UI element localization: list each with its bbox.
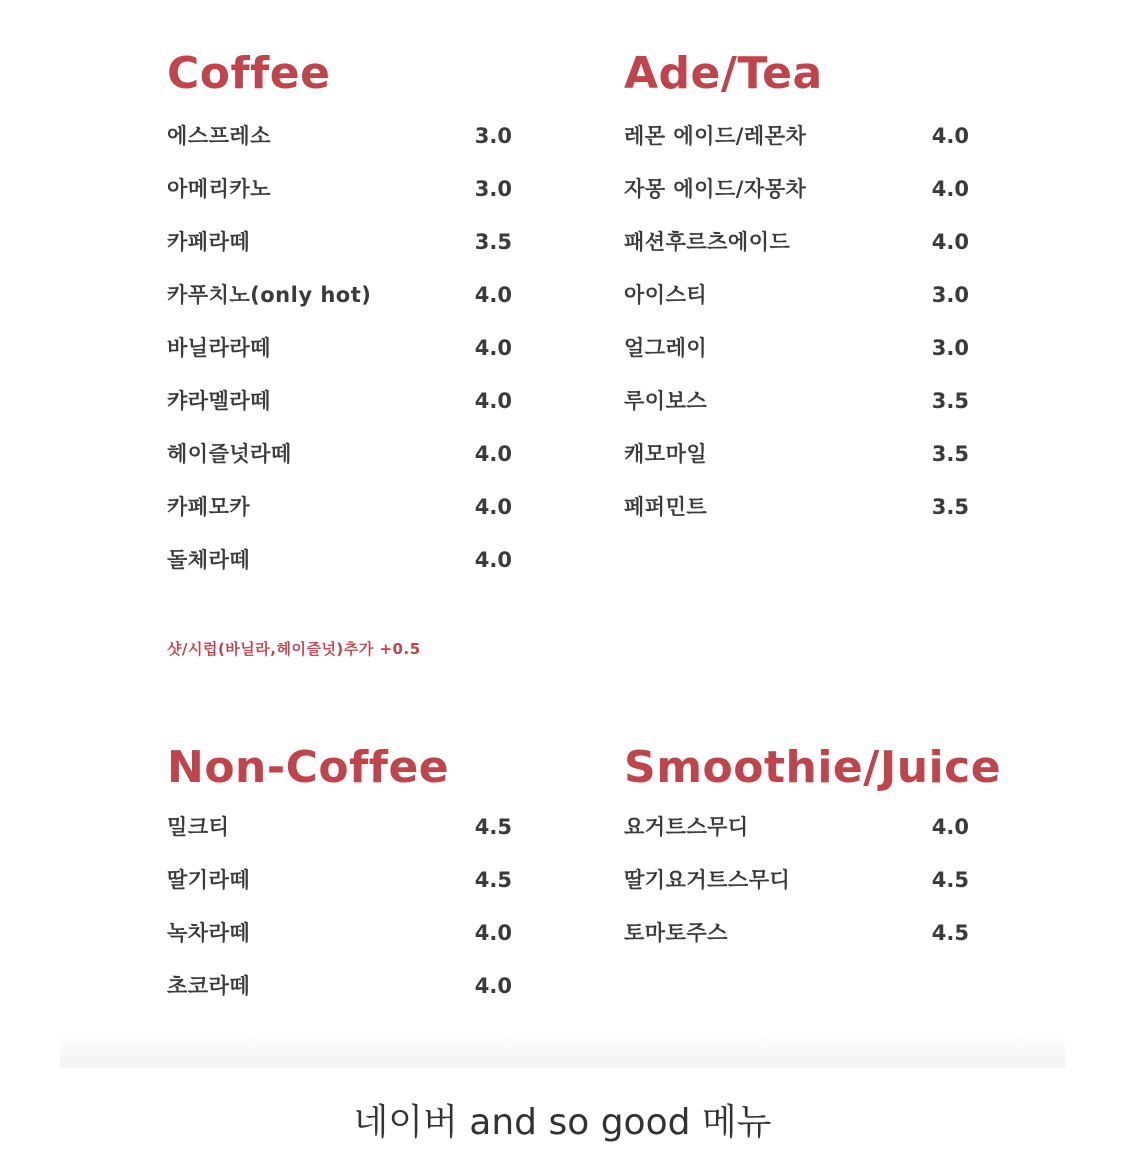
item-price: 4.0 — [474, 283, 512, 307]
menu-image — [60, 0, 1065, 1068]
item-name: 캬라멜라떼 — [167, 389, 271, 413]
menu-item — [167, 440, 512, 493]
menu-item — [624, 122, 969, 175]
item-price: 3.5 — [931, 495, 969, 519]
menu-item — [167, 972, 512, 1025]
item-name: 초코라떼 — [167, 974, 251, 998]
item-price: 4.0 — [474, 921, 512, 945]
item-name: 레몬 에이드/레몬차 — [624, 124, 807, 148]
menu-item — [167, 813, 512, 866]
menu-item — [624, 493, 969, 546]
coffee-title: Coffee — [167, 48, 331, 99]
smoothie-juice-section — [624, 742, 1002, 972]
item-price: 3.5 — [931, 389, 969, 413]
smoothie-juice-list — [624, 813, 969, 972]
menu-item — [167, 175, 512, 228]
smoothie-juice-title: Smoothie/Juice — [624, 742, 1002, 793]
menu-item — [624, 228, 969, 281]
menu-item — [624, 175, 969, 228]
item-name: 바닐라라떼 — [167, 336, 271, 360]
item-price: 4.0 — [931, 815, 969, 839]
item-price: 4.5 — [474, 815, 512, 839]
menu-item — [167, 387, 512, 440]
item-name: 루이보스 — [624, 389, 708, 413]
menu-item — [624, 440, 969, 493]
item-name: 패션후르츠에이드 — [624, 230, 791, 254]
image-bottom-fade — [60, 1032, 1065, 1068]
menu-item — [167, 228, 512, 281]
item-price: 4.0 — [474, 495, 512, 519]
menu-item — [167, 546, 512, 599]
non-coffee-list — [167, 813, 512, 1025]
ade-tea-section — [624, 48, 969, 546]
menu-item — [167, 919, 512, 972]
menu-item — [167, 493, 512, 546]
item-name: 자몽 에이드/자몽차 — [624, 177, 807, 201]
item-price: 4.5 — [931, 868, 969, 892]
item-price: 4.0 — [474, 548, 512, 572]
item-name: 얼그레이 — [624, 336, 708, 360]
item-name: 카페모카 — [167, 495, 251, 519]
item-price: 3.0 — [931, 283, 969, 307]
menu-item — [624, 919, 969, 972]
item-name: 에스프레소 — [167, 124, 271, 148]
non-coffee-title: Non-Coffee — [167, 742, 450, 793]
menu-item — [624, 334, 969, 387]
item-name: 페퍼민트 — [624, 495, 708, 519]
coffee-list — [167, 122, 512, 599]
item-name: 헤이즐넛라떼 — [167, 442, 292, 466]
item-price: 3.5 — [931, 442, 969, 466]
item-price: 3.0 — [474, 177, 512, 201]
item-price: 4.0 — [931, 177, 969, 201]
item-name: 돌체라떼 — [167, 548, 251, 572]
item-price: 4.5 — [474, 868, 512, 892]
item-name: 카푸치노(only hot) — [167, 283, 372, 307]
coffee-section — [167, 48, 512, 658]
item-price: 4.0 — [474, 389, 512, 413]
item-name: 캐모마일 — [624, 442, 708, 466]
item-name: 요거트스무디 — [624, 815, 749, 839]
menu-item — [624, 387, 969, 440]
item-price: 4.0 — [474, 442, 512, 466]
menu-item — [624, 281, 969, 334]
non-coffee-section — [167, 742, 512, 1025]
extra-shot-note: 샷/시럽(바닐라,헤이즐넛)추가 +0.5 — [167, 640, 421, 658]
menu-item — [167, 334, 512, 387]
item-name: 아이스티 — [624, 283, 708, 307]
item-price: 3.0 — [931, 336, 969, 360]
item-price: 4.0 — [931, 124, 969, 148]
item-name: 딸기요거트스무디 — [624, 868, 791, 892]
menu-item — [167, 281, 512, 334]
item-name: 카페라떼 — [167, 230, 251, 254]
item-name: 토마토주스 — [624, 921, 728, 945]
item-name: 아메리카노 — [167, 177, 271, 201]
menu-item — [167, 866, 512, 919]
image-caption: 네이버 and so good 메뉴 — [353, 1102, 772, 1143]
item-price: 4.5 — [931, 921, 969, 945]
item-name: 딸기라떼 — [167, 868, 251, 892]
item-price: 4.0 — [931, 230, 969, 254]
ade-tea-list — [624, 122, 969, 546]
item-name: 밀크티 — [167, 815, 230, 839]
item-price: 3.5 — [474, 230, 512, 254]
menu-item — [624, 813, 969, 866]
item-price: 4.0 — [474, 974, 512, 998]
menu-item — [624, 866, 969, 919]
menu-item — [167, 122, 512, 175]
item-price: 4.0 — [474, 336, 512, 360]
ade-tea-title: Ade/Tea — [624, 48, 823, 99]
item-price: 3.0 — [474, 124, 512, 148]
item-name: 녹차라떼 — [167, 921, 251, 945]
